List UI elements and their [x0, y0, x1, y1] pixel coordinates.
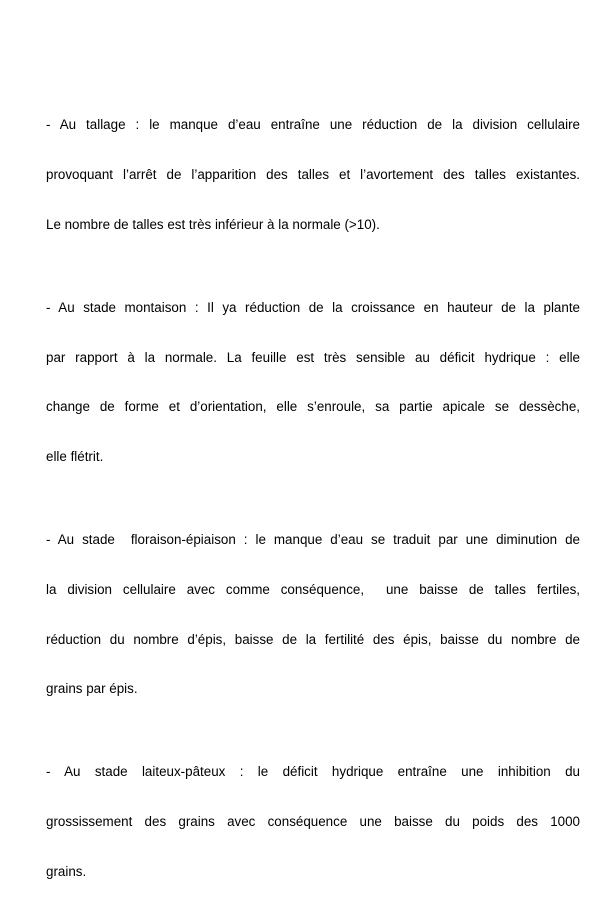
text-line: - Au stade floraison-épiaison : le manque d’eau se traduit par une diminution de — [46, 532, 580, 548]
text-line: réduction du nombre d’épis, baisse de la fertilité des épis, baisse du nombre de — [46, 631, 580, 647]
text-line: - Au stade laiteux-pâteux : le déficit hydrique entraîne une inhibition du — [46, 764, 580, 780]
paragraph-montaison — [46, 267, 580, 499]
text-line: - Au tallage : le manque d’eau entraîne une réduction de la division cellulaire — [46, 117, 580, 133]
paragraph-laiteux-pateux — [46, 731, 580, 900]
text-line: grains par épis. — [46, 681, 138, 697]
text-line: par rapport à la normale. La feuille est très sensible au déficit hydrique : elle — [46, 349, 580, 365]
paragraph-floraison-epiaison — [46, 499, 580, 731]
text-line: - Au stade montaison : Il ya réduction de la croissance en hauteur de la plante — [46, 299, 580, 315]
paragraph-tallage — [46, 84, 580, 267]
text-line: provoquant l’arrêt de l’apparition des talles et l’avortement des talles existantes. — [46, 166, 580, 182]
text-line: la division cellulaire avec comme conséquence, une baisse de talles fertiles, — [46, 581, 580, 597]
text-line: elle flétrit. — [46, 449, 104, 465]
text-line: change de forme et d’orientation, elle s’enroule, sa partie apicale se dessèche, — [46, 399, 580, 415]
text-line: grossissement des grains avec conséquence une baisse du poids des 1000 — [46, 814, 580, 830]
document-text — [46, 84, 580, 900]
text-line: grains. — [46, 863, 87, 879]
text-line: Le nombre de talles est très inférieur à la normale (>10). — [46, 216, 380, 232]
